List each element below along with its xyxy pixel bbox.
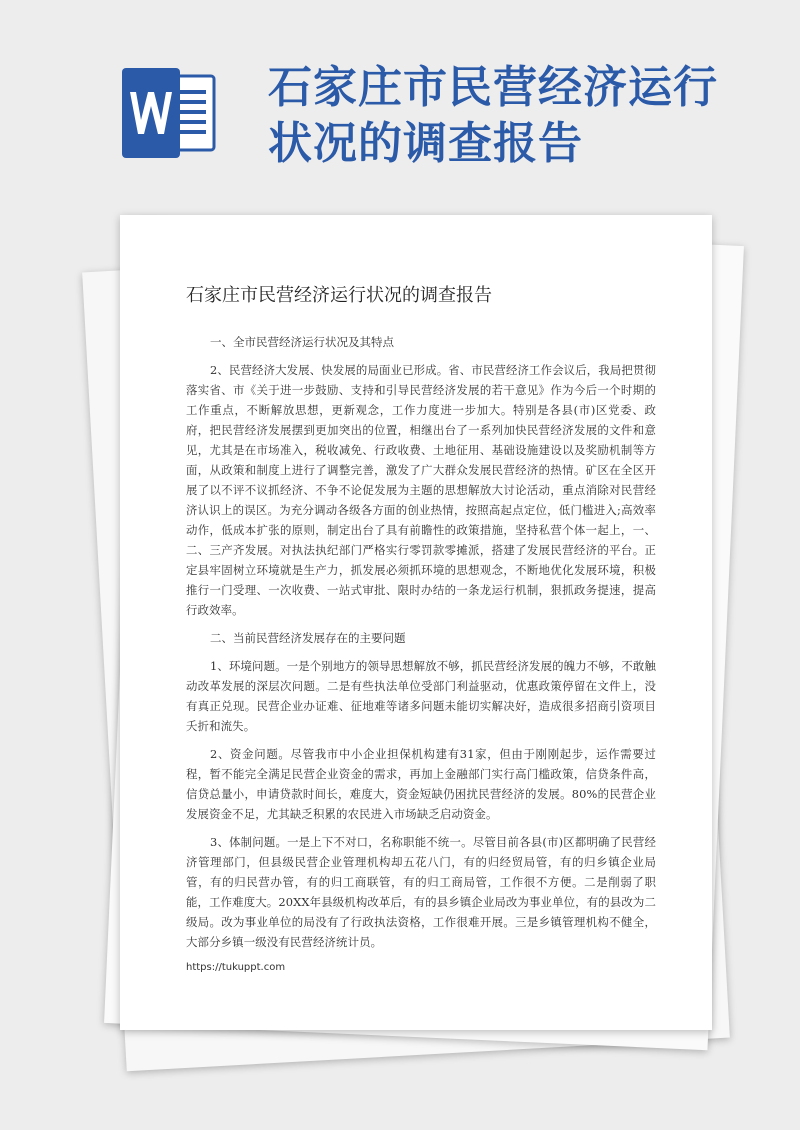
document-body [186, 282, 656, 976]
page-title-line-2: 状况的调查报告 [268, 118, 583, 169]
word-document-icon [118, 68, 222, 158]
page-title-line-1: 石家庄市民营经济运行 [268, 62, 718, 113]
paragraph: 2、民营经济大发展、快发展的局面业已形成。省、市民营经济工作会议后，我局把贯彻落实省、市《关于进一步鼓励、支持和引导民营经济发展的若干意见》作为今后一个时期的工作重点，不断解放思想，更新观念，工作力度进一步加大。特别是各县(市)区党委、政府，把民营经济发展摆到更加突出的位置，相继出台了一系列加快民营经济发展的文件和意见，尤其是在市场准入，税收减免、行政收费、土地征用、基础设施建设以及奖励机制等方面，从政策和制度上进行了调整完善，激发了广大群众发展民营经济的热情。矿区在全区开展了以不评不议抓经济、不争不论促发展为主题的思想解放大讨论活动，重点消除对民营经济认识上的误区。为充分调动各级各方面的创业热情，按照高起点定位，低门槛进入;高效率动作，低成本扩张的原则，制定出台了具有前瞻性的政策措施，坚持私营个体一起上，一、二、三产齐发展。对执法执纪部门严格实行零罚款零摊派，搭建了发展民营经济的平台。正定县牢固树立环境就是生产力，抓发展必须抓环境的思想观念，不断地优化发展环境，积极推行一门受理、一次收费、一站式审批、限时办结的一条龙运行机制，狠抓政务提速，提高行政效率。 [186, 363, 656, 617]
paragraph: 1、环境问题。一是个别地方的领导思想解放不够，抓民营经济发展的魄力不够，不敢触动改革发展的深层次问题。二是有些执法单位受部门利益驱动，优惠政策停留在文件上，没有真正兑现。民营企业办证难、征地难等诸多问题未能切实解决好，造成很多招商引资项目夭折和流失。 [186, 659, 656, 733]
page-header [0, 0, 800, 200]
source-url[interactable]: https://tukuppt.com [186, 962, 286, 973]
paragraph: 3、体制问题。一是上下不对口，名称职能不统一。尽管目前各县(市)区都明确了民营经济管理部门，但县级民营企业管理机构却五花八门，有的归经贸局管，有的归乡镇企业局管，有的归民营办管，有的归工商联管，有的归工商局管，工作很不方便。二是削弱了职能，工作难度大。20XX年县级机构改革后，有的县乡镇企业局改为事业单位，有的县改为二级局。改为事业单位的局没有了行政执法资格，工作很难开展。三是乡镇管理机构不健全，大部分乡镇一级没有民营经济统计员。 [186, 835, 656, 949]
document-title: 石家庄市民营经济运行状况的调查报告 [186, 285, 492, 306]
section-heading: 二、当前民营经济发展存在的主要问题 [210, 631, 406, 645]
section-heading: 一、全市民营经济运行状况及其特点 [210, 335, 394, 349]
page-title [268, 60, 768, 172]
paragraph: 2、资金问题。尽管我市中小企业担保机构建有31家，但由于刚刚起步，运作需要过程，暂不能完全满足民营企业资金的需求，再加上金融部门实行高门槛政策，信贷条件高，信贷总量小，申请贷款时间长，难度大，资金短缺仍困扰民营经济的发展。80%的民营企业发展资金不足，尤其缺乏积累的农民进入市场缺乏启动资金。 [186, 747, 656, 821]
